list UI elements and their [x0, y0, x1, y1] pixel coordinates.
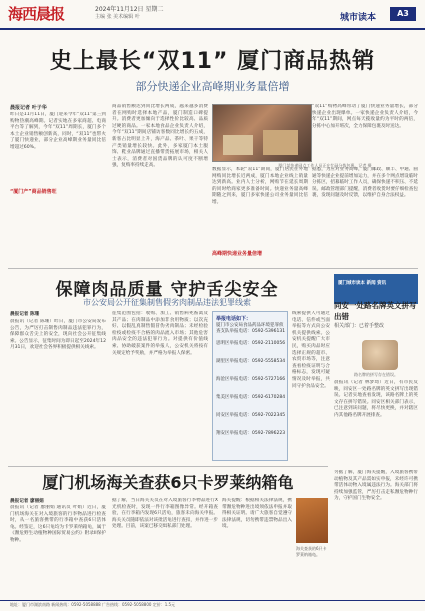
- lead-paragraph-5: 据悉，为应对业务高峰，厦门邮政、顺丰、中通、圆通等快递企业提前增加运力，并在多个网点增设临时分拣区，招募临时工作人员，确保快递不积压、不延误。邮政管理部门提醒，消费者收货时要仔细检查包裹，发现问题及时反馈，以维护自身合法权益。: [312, 167, 418, 199]
- promo-banner-text: 厦门城市读本 新闻 资讯: [338, 281, 387, 286]
- parcel-shape: [223, 135, 253, 155]
- lead-column-3: [212, 167, 308, 262]
- lead-byline: 晨报记者 叶子华: [10, 105, 47, 111]
- lead-column-4-top: [312, 104, 418, 164]
- masthead-divider: [0, 28, 425, 30]
- lead-section-heading-courier: 高峰期快递业务量倍增: [212, 251, 263, 257]
- hotline-title: 举报电话如下：: [216, 316, 252, 322]
- meat-safety-column-3: [292, 311, 330, 464]
- lead-paragraph-1: 昨日是11月11日，厦门迎来今年“双11”第三到购物热潮高峰期。记者实地在多家商超、电商平台等了解到，今年“双11”周期长，厦门多个本土企业销售额创新高，同时，“双11”也带火了厦门快递业，部分企业高峰期业务量同比倍增超过60%。: [10, 112, 106, 150]
- meat-safety-byline: 晨报记者 陈珊: [10, 312, 40, 317]
- hotline-line[interactable]: 海沧区举报电话：0592-5727166: [216, 377, 286, 382]
- turtle-photo[interactable]: [296, 498, 328, 543]
- lead-column-2: [112, 104, 208, 264]
- lead-subheadline: 部分快递企业高峰期业务量倍增: [135, 80, 290, 93]
- section-divider: [8, 466, 328, 467]
- page-number-badge: A3: [390, 7, 416, 21]
- newspaper-logo[interactable]: 海西晨报: [8, 5, 65, 23]
- hotline-line[interactable]: 集美区举报电话：0592-6170284: [216, 395, 286, 400]
- lead-column-4: [312, 167, 418, 262]
- sidebar-paragraph: 晨报讯（记者 林梦琦）近日，有市民反映，同安区一处路名牌的英文拼写出现错误。记者实地查看发现，该路名牌上的英文存在拼写错误。同安区相关部门表示，已注意到该问题，将尽快更换，并对辖区内其他路名牌开展排查。: [334, 380, 418, 418]
- meat-safety-column-1: [10, 319, 106, 464]
- meat-safety-headline[interactable]: 保障肉品质量 守护舌尖安全: [55, 280, 279, 300]
- customs-paragraph-1: 晨报讯（记者 廖丽娟 通讯员 叶娟）近日，厦门机场海关在对入境旅客的行李物品进行检查时，从一名旅客携带的行李箱中查获6只活体龟。经鉴定，这6只龟均为卡罗莱纳箱龟，属于《濒危野生动植物种国际贸易公约》附录II保护物种。: [10, 505, 106, 543]
- customs-paragraph-3: 海关提醒：根据相关法律法规，携带濒危物种进出境须依法申报并取得相关证明。请广大旅客自觉遵守法律法规，切勿携带违禁物品出入境。: [222, 498, 292, 530]
- sidebar-column: [334, 380, 418, 470]
- footer-text: 地址：厦门市湖滨南路 新闻热线：0592-5058888 广告热线：0592-5058800 定价：1.5元: [10, 602, 176, 607]
- hotline-line[interactable]: 思明区举报电话：0592-2110056: [216, 341, 286, 346]
- meat-safety-paragraph-2: 征集范围包括：收购、加工、销售病死畜禽及其产品；在肉制品中添加非食用物质；以次充好、以假乱真制售假冒伪劣肉制品；未经检验检疫或检疫不合格的肉品流入市场；其他危害肉品安全的违法犯罪行为。对提供有价值线索、协助破获案件的举报人，公安机关将按有关规定给予奖励，并严格为举报人保密。: [112, 311, 208, 356]
- lead-paragraph-4: “双11”购物高峰带动了厦门快递业务量增长，部分快递企业出现爆单。一家快递企业负责人介绍，今年“双11”期间，网点每天揽收量约为平时的两倍，分拣中心加开班次，全力保障包裹及时送达。: [312, 104, 418, 129]
- customs-sidebar-paragraph: 另据了解，厦门海关提醒，入境旅客携带动植物及其产品需如实申报，未经许可携带活体动物入境属违法行为。海关部门将持续加强监管，严厉打击走私濒危物种行为，守护国门生物安全。: [334, 470, 418, 502]
- lead-section-heading-sales: “厦门产”商品销售旺: [10, 189, 57, 195]
- sidebar-headline[interactable]: 同安一处路名牌英文拼写出错: [334, 301, 417, 321]
- customs-sidebar-column: [334, 470, 418, 595]
- lead-column-1: [10, 112, 106, 262]
- street-sign-photo-caption: 路名牌的拼写存在错误。: [354, 372, 398, 377]
- hotline-line[interactable]: 厦门市公安局食品药品环境犯罪侦查支队举报电话：0592-5396131: [216, 323, 286, 334]
- hotline-line[interactable]: 湖里区举报电话：0592-5558534: [216, 359, 286, 364]
- parcel-shape: [263, 130, 298, 155]
- customs-column-3: [222, 498, 292, 595]
- lead-headline[interactable]: 史上最长“双11” 厦门商品热销: [49, 49, 376, 74]
- customs-column-2: [112, 498, 218, 595]
- courier-photo[interactable]: [212, 104, 312, 162]
- editor-info: 主编 张 美术编辑 叶: [95, 14, 140, 20]
- section-title: 城市读本: [340, 13, 377, 23]
- meat-safety-paragraph-1: 晨报讯（记者 陈珊）昨日，厦门市公安局发布公告，为严厉打击制售肉制品违法犯罪行为，保障群众舌尖上的安全，现向社会公开征集线索。公告显示，征集时间为即日起至2024年12月31日，欢迎社会各界积极提供相关线索。: [10, 319, 106, 351]
- customs-headline[interactable]: 厦门机场海关查获6只卡罗莱纳箱龟: [42, 473, 294, 492]
- street-sign-photo[interactable]: [362, 340, 398, 370]
- sidebar-subheadline: 相关部门：已着手整改: [334, 323, 385, 329]
- lead-paragraph-2: 商品销售额达到同比增长两成，越来越多消费者在网购时选择本地产品，厦门制造口碑提升。消费者更加倾向于选择性价比较高、品质过硬的商品。一家本地食品企业负责人介绍，今年“双11”期间店铺访客数同比增长约五成，新客占比明显上升，海产品、茶叶、果干等特产类销量增长较快。此外，多家厦门本土服饰、鞋业品牌通过直播带货拓展市场，相关人士表示，消费者对国货品牌的认可度不断增强，复购率持续走高。: [112, 104, 208, 169]
- issue-date: 2024年11月12日 星期二: [95, 6, 164, 13]
- customs-paragraph-2: 据了解，当日海关关员在对入境旅客行李物品进行X光机检查时，发现一件行李箱图像异常。经开箱查验，在行李箱内发现6只活龟，旅客未向海关申报。海关关员随即依法对该批活龟进行查扣，并作进一步处理。目前，该案已移交缉私部门处理。: [112, 498, 218, 530]
- lead-paragraph-3: 数据显示，本轮“双11”期间，厦门居民在外地网购同比增长近两成，厦门本地企业线上销量达到新高。业内人士分析，网购节在延长周期的同时给商家更多准备时间。快递业务量高峰期随之到来，厦门多家快递公司业务量同比倍增。: [212, 167, 308, 205]
- section-divider: [8, 268, 418, 269]
- courier-photo-caption: 厦门某快递网点工作人员正在忙碌分拣包裹。记者 摄: [278, 163, 372, 168]
- customs-byline: 晨报记者 廖丽娟: [10, 499, 44, 504]
- hotline-line[interactable]: 同安区举报电话：0592-7022345: [216, 413, 286, 418]
- meat-safety-paragraph-3: 线索提供人可通过电话、信件或当面举报等方式向公安机关提供线索。公安机关提醒广大市民，购买肉品时应选择正规的超市、农贸市场等，注意查看检疫证明与合格标志，发现可疑情况及时举报，共同守护食品安全。: [292, 311, 330, 389]
- meat-safety-column-2: [112, 311, 208, 464]
- customs-column-1: [10, 505, 106, 595]
- meat-safety-subheadline: 市公安局公开征集制售假劣肉制品违法犯罪线索: [83, 298, 251, 307]
- turtle-photo-caption: 海关查获的6只卡罗莱纳箱龟。: [296, 546, 327, 557]
- hotline-line[interactable]: 翔安区举报电话：0592-7896223: [216, 431, 286, 436]
